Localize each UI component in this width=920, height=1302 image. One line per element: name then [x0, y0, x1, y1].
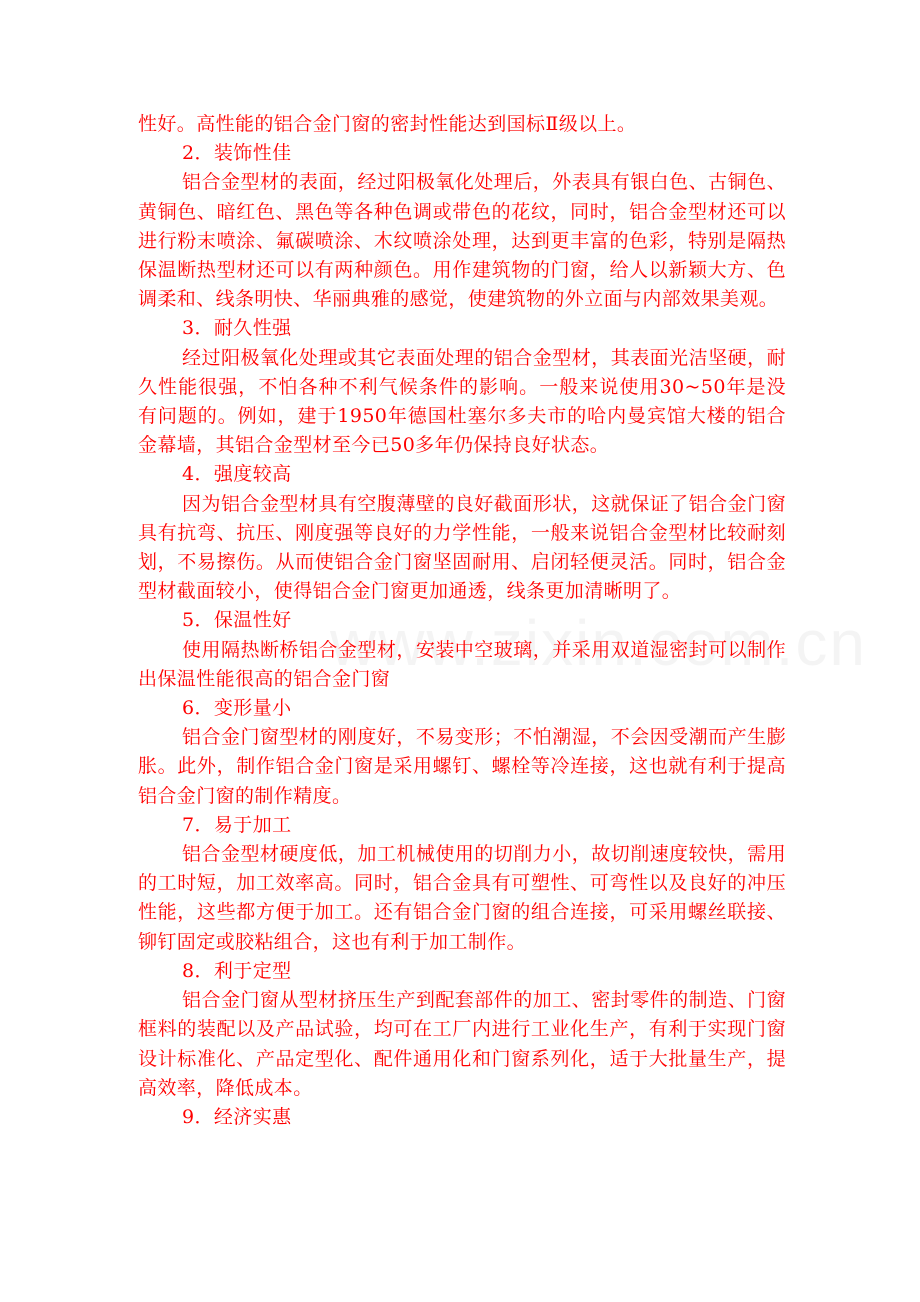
paragraph: 使用隔热断桥铝合金型材，安装中空玻璃，并采用双道湿密封可以制作出保温性能很高的铝合金门窗 [138, 638, 786, 690]
paragraph: 铝合金门窗型材的刚度好，不易变形；不怕潮湿，不会因受潮而产生膨胀。此外，制作铝合金门窗是采用螺钉、螺栓等冷连接，这也就有利于提高铝合金门窗的制作精度。 [138, 726, 786, 807]
section-heading: 8．利于定型 [182, 959, 292, 982]
section-heading: 3．耐久性强 [182, 317, 292, 340]
section-heading: 6．变形量小 [182, 697, 292, 720]
paragraph: 因为铝合金型材具有空腹薄壁的良好截面形状，这就保证了铝合金门窗具有抗弯、抗压、刚度强等良好的力学性能，一般来说铝合金型材比较耐刻划，不易擦伤。从而使铝合金门窗坚固耐用、启闭轻便灵活。同时，铝合金型材截面较小，使得铝合金门窗更加通透，线条更加清晰明了。 [138, 492, 786, 603]
paragraph-continued: 性好。高性能的铝合金门窗的密封性能达到国标Ⅱ级以上。 [138, 113, 637, 135]
paragraph: 铝合金型材的表面，经过阳极氧化处理后，外表具有银白色、古铜色、黄铜色、暗红色、黑色等各种色调或带色的花纹，同时，铝合金型材还可以进行粉末喷涂、氟碳喷涂、木纹喷涂处理，达到更丰富的色彩，特别是隔热保温断热型材还可以有两种颜色。用作建筑物的门窗，给人以新颖大方、色调柔和、线条明快、华丽典雅的感觉，使建筑物的外立面与内部效果美观。 [138, 171, 786, 311]
section-heading: 4．强度较高 [182, 463, 292, 486]
paragraph: 铝合金型材硬度低，加工机械使用的切削力小，故切削速度较快，需用的工时短，加工效率高。同时，铝合金具有可塑性、可弯性以及良好的冲压性能，这些都方便于加工。还有铝合金门窗的组合连接，可采用螺丝联接、铆钉固定或胶粘组合，这也有利于加工制作。 [138, 843, 786, 953]
paragraph: 铝合金门窗从型材挤压生产到配套部件的加工、密封零件的制造、门窗框料的装配以及产品试验，均可在工厂内进行工业化生产，有利于实现门窗设计标准化、产品定型化、配件通用化和门窗系列化，适于大批量生产，提高效率，降低成本。 [138, 989, 786, 1099]
document-body [138, 110, 786, 1132]
section-heading: 5．保温性好 [182, 609, 292, 632]
paragraph: 经过阳极氧化处理或其它表面处理的铝合金型材，其表面光洁坚硬，耐久性能很强，不怕各种不利气候条件的影响。一般来说使用30~50年是没有问题的。例如，建于1950年德国杜塞尔多夫市的哈内曼宾馆大楼的铝合金幕墙，其铝合金型材至今已50多年仍保持良好状态。 [138, 346, 786, 457]
section-heading: 7．易于加工 [182, 813, 292, 836]
section-heading: 9．经济实惠 [182, 1105, 292, 1128]
section-heading: 2．装饰性佳 [182, 142, 292, 165]
